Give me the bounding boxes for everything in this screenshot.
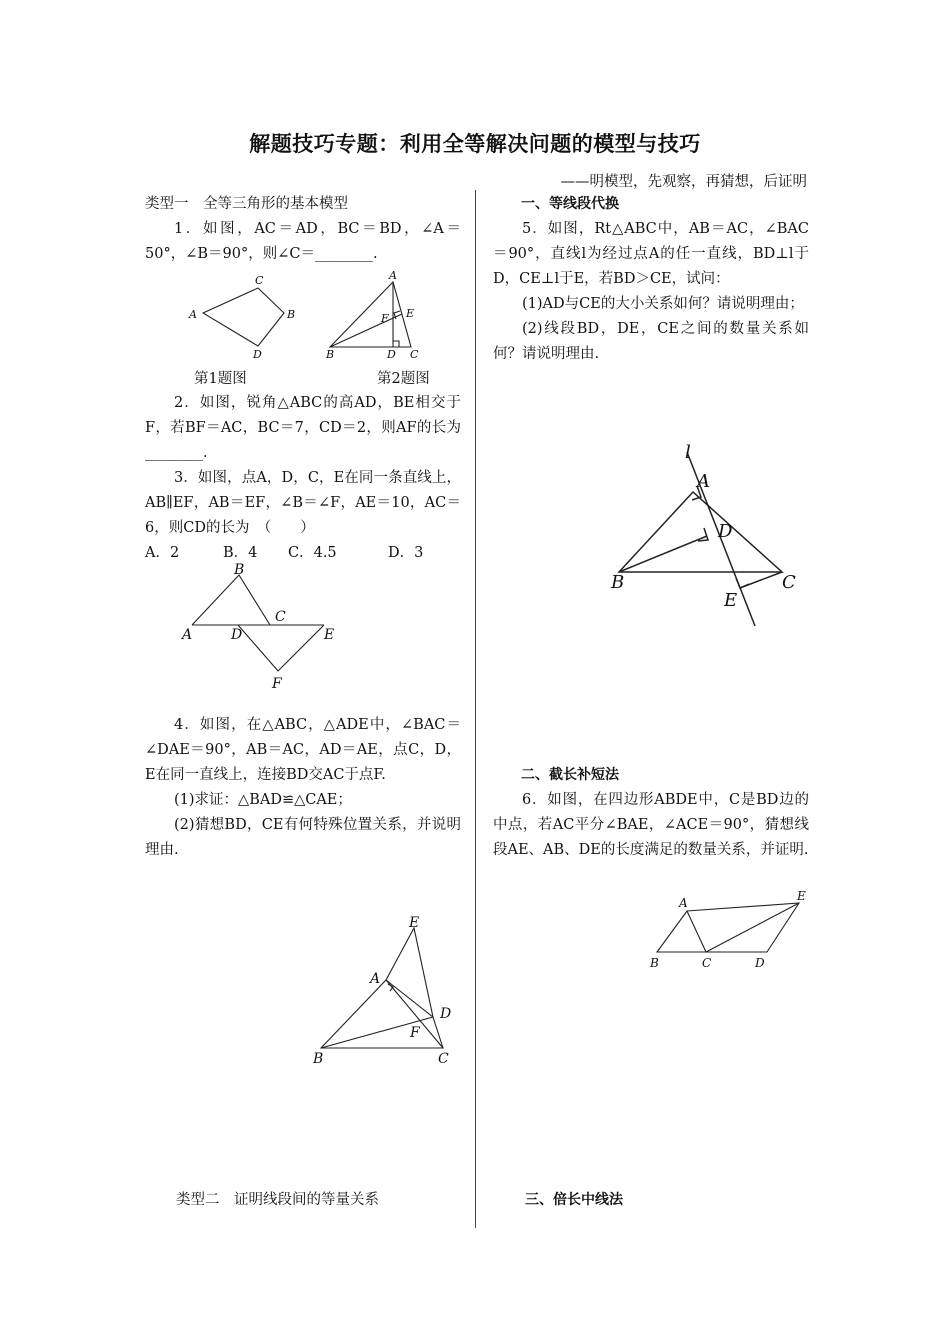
fig4-label-a: A [370, 971, 381, 987]
option-b: B．4 [223, 545, 258, 561]
figure-4-diagram [308, 910, 468, 1070]
type1-block [145, 192, 461, 267]
fig2-label-b: B [326, 348, 335, 361]
fig3-label-a: A [182, 627, 193, 643]
option-a: A．2 [145, 545, 180, 561]
fig4-label-c: C [438, 1051, 449, 1067]
fig1-label-d: D [253, 348, 262, 361]
fig6-label-d: D [755, 956, 765, 970]
fig1-label-a: A [189, 308, 197, 321]
fig2-label-f: F [381, 312, 389, 325]
question-5-part2: (2)线段BD，DE，CE之间的数量关系如何？请说明理由. [493, 321, 809, 362]
question-3: 3．如图，点A，D，C，E在同一条直线上，AB∥EF，AB＝EF，∠B＝∠F，AE＝10，AC＝6，则CD的长为 （ ） [145, 470, 461, 536]
question-4-block [145, 713, 461, 863]
fig4-label-e: E [409, 915, 420, 931]
questions-2-3 [145, 391, 461, 566]
section1-block [493, 192, 809, 367]
column-divider [475, 190, 476, 1228]
fig5-label-d: D [718, 521, 733, 542]
fig5-label-b: B [611, 572, 625, 593]
fig5-label-c: C [782, 572, 796, 593]
question-4-part2: (2)猜想BD，CE有何特殊位置关系，并说明理由. [145, 817, 461, 858]
fig1-caption: 第1题图 [194, 371, 247, 387]
question-6: 6．如图，在四边形ABDE中，C是BD边的中点，若AC平分∠BAE，∠ACE＝90°，猜想线段AE、AB、DE的长度满足的数量关系，并证明. [493, 792, 809, 858]
option-d: D．3 [388, 545, 424, 561]
figure-2-diagram [318, 264, 438, 364]
question-4: 4．如图，在△ABC，△ADE中，∠BAC＝∠DAE＝90°，AB＝AC，AD＝AE，点C，D，E在同一直线上，连接BD交AC于点F. [145, 717, 461, 783]
fig3-label-e: E [324, 627, 335, 643]
question-5-part1: (1)AD与CE的大小关系如何？请说明理由； [522, 296, 804, 312]
fig6-label-b: B [650, 956, 659, 970]
section3-heading: 三、倍长中线法 [525, 1192, 623, 1208]
fig3-label-d: D [231, 627, 243, 643]
fig2-caption: 第2题图 [377, 371, 430, 387]
fig5-label-e: E [724, 590, 738, 611]
fig2-label-e: E [406, 307, 415, 320]
fig5-label-l: l [685, 442, 691, 463]
fig5-label-a: A [697, 471, 710, 492]
figure-1-diagram [180, 266, 310, 362]
fig2-label-d: D [387, 348, 396, 361]
fig2-label-a: A [389, 269, 397, 282]
fig1-label-b: B [287, 308, 296, 321]
fig3-label-b: B [234, 562, 245, 578]
section2-heading: 二、截长补短法 [521, 767, 619, 783]
figure-3-diagram [176, 558, 346, 692]
type1-heading: 类型一 全等三角形的基本模型 [145, 196, 348, 212]
fig3-label-c: C [275, 609, 286, 625]
option-c: C．4.5 [288, 545, 337, 561]
section2-block [493, 763, 809, 863]
question-1: 1．如图，AC＝AD，BC＝BD，∠A＝50°，∠B＝90°，则∠C＝________. [145, 221, 461, 262]
fig4-label-f: F [410, 1025, 420, 1041]
fig3-label-f: F [272, 676, 282, 692]
question-4-part1: (1)求证：△BAD≌△CAE； [174, 792, 352, 808]
fig4-label-b: B [313, 1051, 324, 1067]
type2-heading: 类型二 证明线段间的等量关系 [176, 1192, 379, 1208]
fig6-label-a: A [679, 896, 688, 910]
figure-5-diagram [600, 440, 810, 632]
fig4-label-d: D [440, 1006, 452, 1022]
question-2: 2．如图，锐角△ABC的高AD，BE相交于F，若BF＝AC，BC＝7，CD＝2，则AF的长为________. [145, 395, 461, 461]
question-5: 5．如图，Rt△ABC中，AB＝AC，∠BAC＝90°，直线l为经过点A的任一直线，BD⊥l于D，CE⊥l于E，若BD＞CE，试问： [493, 221, 809, 287]
figure-6-diagram [644, 885, 814, 973]
page-subtitle: ——明模型，先观察，再猜想，后证明 [560, 174, 807, 190]
fig2-label-c: C [410, 348, 419, 361]
fig6-label-c: C [702, 956, 712, 970]
page-title: 解题技巧专题：利用全等解决问题的模型与技巧 [249, 132, 701, 156]
fig6-label-e: E [797, 889, 806, 903]
fig1-label-c: C [255, 274, 264, 287]
section1-heading: 一、等线段代换 [521, 196, 619, 212]
